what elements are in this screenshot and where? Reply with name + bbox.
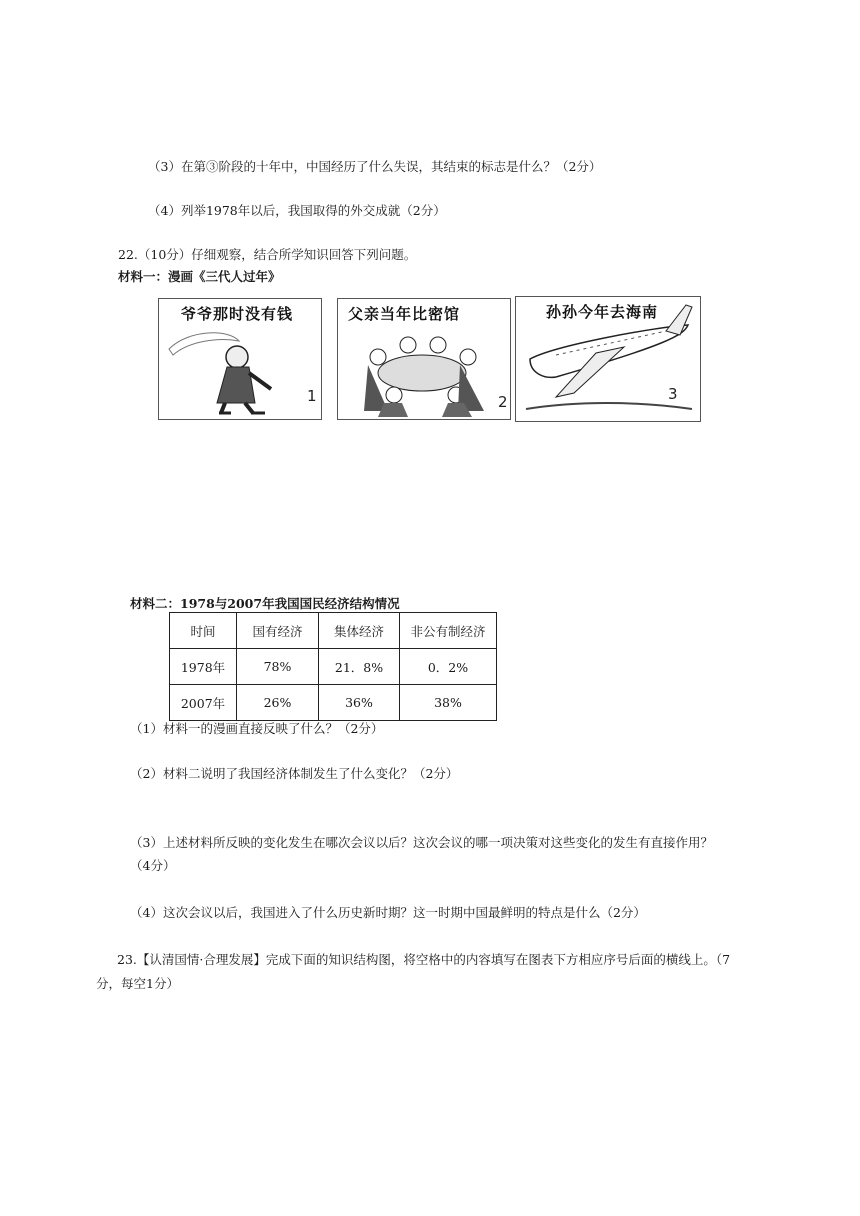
q23-line2: 分，每空1分）: [96, 976, 179, 991]
panel-3-number: 3: [668, 385, 678, 403]
table-cell: 36%: [319, 685, 400, 721]
panel-1-caption: 爷爷那时没有钱: [181, 305, 294, 323]
table-cell: 78%: [237, 649, 319, 685]
table-cell: 1978年: [170, 649, 237, 685]
material2-label: 材料二：1978与2007年我国国民经济结构情况: [130, 596, 400, 611]
table-header-cell: 国有经济: [237, 613, 319, 649]
q22-item4: （4）这次会议以后，我国进入了什么历史新时期？这一时期中国最鲜明的特点是什么（2分）: [130, 905, 646, 920]
q22-header: 22.（10分）仔细观察，结合所学知识回答下列问题。: [118, 247, 417, 262]
panel-2-number: 2: [498, 393, 508, 411]
q22-item3-line2: （4分）: [130, 858, 176, 873]
panel-2-caption: 父亲当年比密馆: [348, 305, 461, 323]
table-row: [170, 685, 497, 721]
panel-3-caption: 孙孙今年去海南: [546, 303, 659, 321]
table-cell: 2007年: [170, 685, 237, 721]
table-header-row: [170, 613, 497, 649]
cartoon-panel-1: [158, 298, 322, 420]
table-row: [170, 649, 497, 685]
economy-structure-table: [169, 612, 497, 721]
material1-label: 材料一：漫画《三代人过年》: [118, 269, 281, 284]
family-dinner-drawing: [338, 299, 510, 419]
q21-item4: （4）列举1978年以后，我国取得的外交成就（2分）: [148, 203, 446, 218]
grandfather-drawing: [159, 299, 321, 419]
panel-1-number: 1: [307, 387, 317, 405]
cartoon-panel-2: [337, 298, 511, 420]
table-cell: 26%: [237, 685, 319, 721]
q23-line1: 23.【认清国情·合理发展】完成下面的知识结构图，将空格中的内容填写在图表下方相应序号后面的横线上。（7: [117, 952, 731, 967]
q22-item3-line1: （3）上述材料所反映的变化发生在哪次会议以后？这次会议的哪一项决策对这些变化的发生有直接作用？: [130, 835, 713, 850]
table-header-cell: 时间: [170, 613, 237, 649]
table-header-cell: 集体经济: [319, 613, 400, 649]
q22-item1: （1）材料一的漫画直接反映了什么？（2分）: [130, 721, 384, 736]
table-header-cell: 非公有制经济: [400, 613, 497, 649]
q22-item2: （2）材料二说明了我国经济体制发生了什么变化？（2分）: [130, 766, 459, 781]
q21-item3: （3）在第③阶段的十年中，中国经历了什么失误，其结束的标志是什么？（2分）: [148, 159, 602, 174]
table-cell: 38%: [400, 685, 497, 721]
cartoon-panel-3: [515, 296, 701, 422]
table-cell: 21．8%: [319, 649, 400, 685]
table-cell: 0．2%: [400, 649, 497, 685]
